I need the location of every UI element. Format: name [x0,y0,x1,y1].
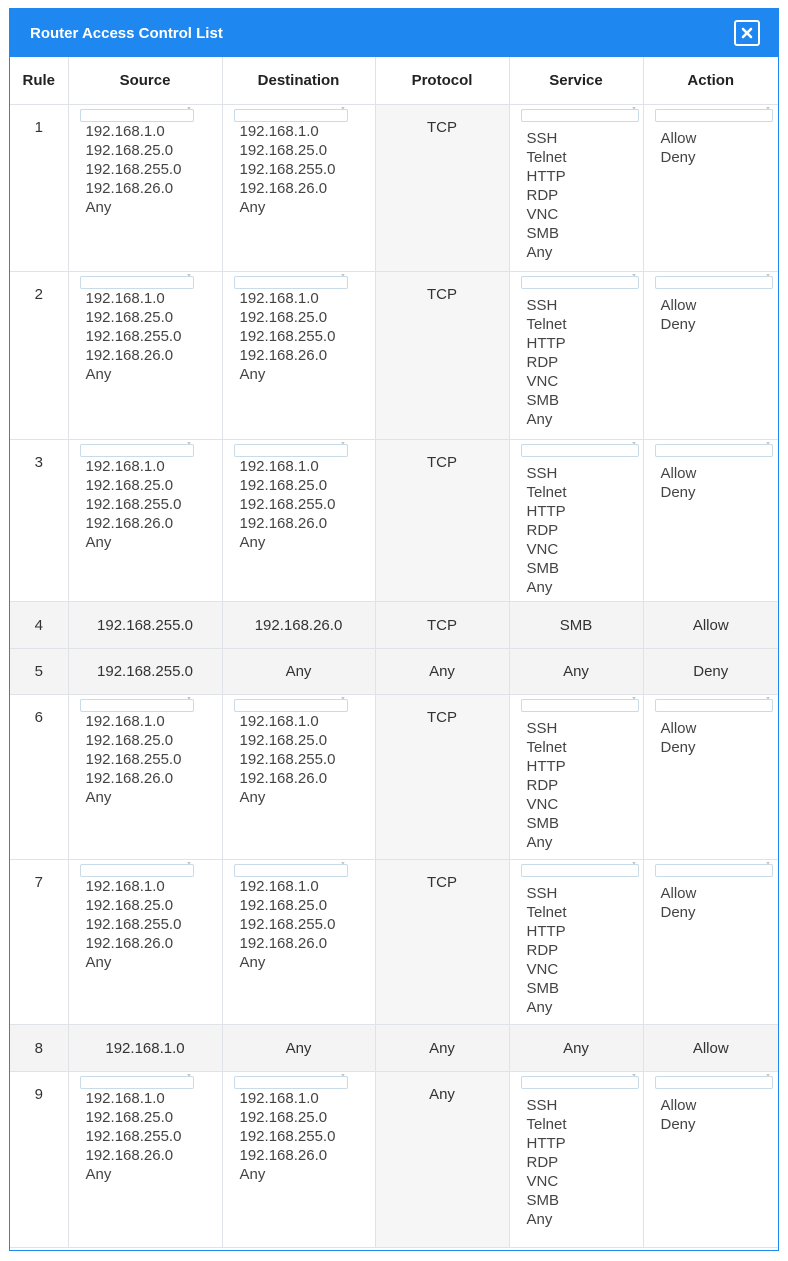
src-option[interactable]: 192.168.255.0 [85,328,182,345]
svc-option[interactable]: SMB [526,815,560,832]
svc-cell [509,272,643,440]
action-cell: Allow [643,1025,778,1072]
chevron-down-icon: ˇ [187,1073,191,1083]
rule-number: 5 [10,649,68,695]
act-options [656,457,773,502]
col-header-action: Action [643,57,778,105]
src-option[interactable]: 192.168.1.0 [85,1090,165,1107]
source-cell: 192.168.255.0 [68,649,222,695]
svc-option[interactable]: Telnet [526,149,567,166]
chevron-down-icon: ˇ [766,696,770,706]
svc-option[interactable]: SSH [526,1097,558,1114]
act-select[interactable] [655,441,773,457]
action-cell: Allow [643,602,778,649]
src-option[interactable]: 192.168.25.0 [85,309,174,326]
dst-option[interactable]: 192.168.1.0 [239,458,319,475]
dst-option[interactable]: Any [239,366,266,383]
dst-cell [222,1072,375,1248]
chevron-down-icon: ˇ [187,861,191,871]
dst-option[interactable]: 192.168.255.0 [239,1128,336,1145]
act-listbox[interactable] [644,440,779,502]
act-option[interactable]: Deny [660,149,696,166]
dst-option[interactable]: 192.168.255.0 [239,751,336,768]
svc-option[interactable]: Any [526,411,553,428]
chevron-down-icon: ˇ [632,861,636,871]
src-option[interactable]: 192.168.25.0 [85,142,174,159]
table-row [10,440,778,602]
src-option[interactable]: 192.168.1.0 [85,713,165,730]
chevron-down-icon: ˇ [632,273,636,283]
svc-option[interactable]: HTTP [526,503,566,520]
svc-cell [509,105,643,272]
svc-option[interactable]: Telnet [526,904,567,921]
svc-option[interactable]: Any [526,1211,553,1228]
svc-option[interactable]: SSH [526,297,558,314]
src-option[interactable]: 192.168.25.0 [85,477,174,494]
src-select[interactable] [80,106,194,122]
destination-cell: 192.168.26.0 [222,602,375,649]
src-listbox[interactable] [69,1072,222,1184]
dst-option[interactable]: Any [239,199,266,216]
protocol-cell: Any [375,1072,509,1248]
col-header-protocol: Protocol [375,57,509,105]
act-option[interactable]: Allow [660,130,697,147]
dst-option[interactable]: 192.168.26.0 [239,770,328,787]
src-option[interactable]: 192.168.255.0 [85,496,182,513]
src-options [81,289,216,384]
svc-select[interactable] [521,1073,639,1089]
src-option[interactable]: 192.168.255.0 [85,1128,182,1145]
dst-cell [222,860,375,1025]
svc-listbox[interactable] [510,695,643,852]
act-listbox[interactable] [644,860,779,922]
rule-number: 2 [10,272,68,440]
chevron-down-icon: ˇ [341,106,345,116]
src-option[interactable]: 192.168.1.0 [85,878,165,895]
src-options [81,877,216,972]
svc-option[interactable]: Telnet [526,484,567,501]
dialog-title: Router Access Control List [30,24,223,42]
act-select[interactable] [655,106,773,122]
src-option[interactable]: Any [85,534,112,551]
src-option[interactable]: 192.168.26.0 [85,770,174,787]
dst-options [235,1089,369,1184]
act-cell [643,860,778,1025]
svc-option[interactable]: SMB [526,560,560,577]
dst-option[interactable]: 192.168.26.0 [239,180,328,197]
src-option[interactable]: 192.168.25.0 [85,732,174,749]
svc-option[interactable]: SSH [526,885,558,902]
svc-listbox[interactable] [510,860,643,1017]
src-option[interactable]: Any [85,789,112,806]
svc-option[interactable]: Any [526,579,553,596]
dst-select[interactable] [234,273,348,289]
dst-option[interactable]: 192.168.25.0 [239,309,328,326]
dst-cell [222,105,375,272]
svc-option[interactable]: SSH [526,465,558,482]
dst-option[interactable]: 192.168.25.0 [239,732,328,749]
dst-option[interactable]: 192.168.25.0 [239,477,328,494]
act-listbox[interactable] [644,695,779,757]
dst-option[interactable]: 192.168.1.0 [239,123,319,140]
svc-option[interactable]: SSH [526,720,558,737]
svc-options [522,122,637,262]
act-option[interactable]: Deny [660,316,696,333]
src-listbox[interactable] [69,440,222,552]
svc-cell [509,860,643,1025]
src-option[interactable]: 192.168.26.0 [85,1147,174,1164]
svc-select[interactable] [521,106,639,122]
src-option[interactable]: Any [85,1166,112,1183]
chevron-down-icon: ˇ [766,1073,770,1083]
action-cell: Deny [643,649,778,695]
table-row [10,272,778,440]
table-row [10,1025,778,1072]
chevron-down-icon: ˇ [341,861,345,871]
chevron-down-icon: ˇ [766,441,770,451]
acl-table [10,57,778,1248]
chevron-down-icon: ˇ [632,1073,636,1083]
svc-select[interactable] [521,861,639,877]
dst-select[interactable] [234,106,348,122]
src-cell [68,860,222,1025]
svc-option[interactable]: Telnet [526,316,567,333]
svc-option[interactable]: VNC [526,541,559,558]
src-option[interactable]: Any [85,366,112,383]
act-select[interactable] [655,1073,773,1089]
dst-option[interactable]: 192.168.1.0 [239,713,319,730]
act-cell [643,272,778,440]
service-cell: Any [509,1025,643,1072]
svc-listbox[interactable] [510,105,643,262]
chevron-down-icon: ˇ [632,696,636,706]
src-select[interactable] [80,861,194,877]
src-option[interactable]: Any [85,199,112,216]
svc-option[interactable]: Any [526,999,553,1016]
table-row [10,695,778,860]
src-listbox[interactable] [69,272,222,384]
act-select[interactable] [655,696,773,712]
dst-cell [222,272,375,440]
src-option[interactable]: Any [85,954,112,971]
protocol-cell: Any [375,1025,509,1072]
svc-option[interactable]: SMB [526,392,560,409]
act-listbox[interactable] [644,272,779,334]
act-select[interactable] [655,273,773,289]
svc-option[interactable]: SMB [526,225,560,242]
act-cell [643,440,778,602]
table-row [10,105,778,272]
svc-option[interactable]: VNC [526,1173,559,1190]
dst-option[interactable]: Any [239,1166,266,1183]
table-row [10,860,778,1025]
table-row [10,649,778,695]
svc-options [522,1089,637,1229]
svc-option[interactable]: HTTP [526,168,566,185]
act-option[interactable]: Allow [660,720,697,737]
header-row [10,57,778,105]
act-option[interactable]: Allow [660,465,697,482]
dst-select[interactable] [234,861,348,877]
act-select[interactable] [655,861,773,877]
act-option[interactable]: Deny [660,1116,696,1133]
protocol-cell: TCP [375,440,509,602]
svc-option[interactable]: Any [526,834,553,851]
act-cell [643,105,778,272]
dst-options [235,289,369,384]
svc-option[interactable]: HTTP [526,923,566,940]
dst-option[interactable]: 192.168.255.0 [239,328,336,345]
acl-dialog [9,8,779,1251]
svc-option[interactable]: RDP [526,354,559,371]
dst-option[interactable]: Any [239,534,266,551]
svc-option[interactable]: VNC [526,961,559,978]
src-select[interactable] [80,696,194,712]
chevron-down-icon: ˇ [341,273,345,283]
chevron-down-icon: ˇ [632,106,636,116]
rule-number: 9 [10,1072,68,1248]
dst-options [235,457,369,552]
svc-options [522,712,637,852]
svc-option[interactable]: VNC [526,796,559,813]
src-option[interactable]: 192.168.26.0 [85,515,174,532]
rule-number: 8 [10,1025,68,1072]
svc-option[interactable]: VNC [526,206,559,223]
src-option[interactable]: 192.168.255.0 [85,161,182,178]
dst-option[interactable]: 192.168.1.0 [239,878,319,895]
src-options [81,1089,216,1184]
src-option[interactable]: 192.168.26.0 [85,347,174,364]
dst-listbox[interactable] [223,860,375,972]
dst-listbox[interactable] [223,695,375,807]
act-option[interactable]: Deny [660,484,696,501]
dst-option[interactable]: 192.168.26.0 [239,515,328,532]
dst-select[interactable] [234,1073,348,1089]
protocol-cell: Any [375,649,509,695]
svc-listbox[interactable] [510,440,643,597]
src-cell [68,695,222,860]
act-option[interactable]: Allow [660,885,697,902]
dst-option[interactable]: 192.168.1.0 [239,1090,319,1107]
src-option[interactable]: 192.168.25.0 [85,897,174,914]
act-cell [643,1072,778,1248]
table-row [10,1072,778,1248]
dst-cell [222,440,375,602]
svc-option[interactable]: HTTP [526,335,566,352]
dst-option[interactable]: 192.168.255.0 [239,496,336,513]
src-listbox[interactable] [69,695,222,807]
act-option[interactable]: Allow [660,297,697,314]
svc-cell [509,1072,643,1248]
svc-cell [509,440,643,602]
src-select[interactable] [80,441,194,457]
src-select[interactable] [80,273,194,289]
src-cell [68,105,222,272]
svc-option[interactable]: Any [526,244,553,261]
src-option[interactable]: 192.168.255.0 [85,751,182,768]
src-listbox[interactable] [69,860,222,972]
src-option[interactable]: 192.168.1.0 [85,123,165,140]
dst-listbox[interactable] [223,272,375,384]
svc-options [522,457,637,597]
src-listbox[interactable] [69,105,222,217]
chevron-down-icon: ˇ [632,441,636,451]
svc-option[interactable]: Telnet [526,739,567,756]
act-options [656,877,773,922]
rule-number: 7 [10,860,68,1025]
dst-options [235,877,369,972]
dst-option[interactable]: Any [239,789,266,806]
svc-cell [509,695,643,860]
dst-option[interactable]: 192.168.25.0 [239,897,328,914]
src-cell [68,1072,222,1248]
dst-option[interactable]: 192.168.26.0 [239,347,328,364]
dst-option[interactable]: 192.168.255.0 [239,161,336,178]
svc-option[interactable]: RDP [526,187,559,204]
chevron-down-icon: ˇ [766,273,770,283]
act-options [656,289,773,334]
src-cell [68,440,222,602]
col-header-destination: Destination [222,57,375,105]
protocol-cell: TCP [375,695,509,860]
destination-cell: Any [222,1025,375,1072]
chevron-down-icon: ˇ [187,696,191,706]
src-cell [68,272,222,440]
chevron-down-icon: ˇ [766,106,770,116]
title-bar [10,9,778,57]
dst-options [235,122,369,217]
chevron-down-icon: ˇ [766,861,770,871]
svc-option[interactable]: HTTP [526,758,566,775]
src-option[interactable]: 192.168.26.0 [85,935,174,952]
act-listbox[interactable] [644,1072,779,1134]
source-cell: 192.168.1.0 [68,1025,222,1072]
protocol-cell: TCP [375,602,509,649]
protocol-cell: TCP [375,105,509,272]
svc-option[interactable]: RDP [526,777,559,794]
dst-listbox[interactable] [223,440,375,552]
act-options [656,122,773,167]
act-cell [643,695,778,860]
act-options [656,1089,773,1134]
rule-number: 4 [10,602,68,649]
src-options [81,457,216,552]
dst-select[interactable] [234,441,348,457]
svc-option[interactable]: RDP [526,942,559,959]
dst-cell [222,695,375,860]
service-cell: Any [509,649,643,695]
close-icon [741,27,753,39]
dst-listbox[interactable] [223,105,375,217]
svc-option[interactable]: RDP [526,1154,559,1171]
chevron-down-icon: ˇ [341,441,345,451]
rule-number: 3 [10,440,68,602]
chevron-down-icon: ˇ [187,106,191,116]
rule-number: 1 [10,105,68,272]
dst-listbox[interactable] [223,1072,375,1184]
svc-option[interactable]: HTTP [526,1135,566,1152]
act-option[interactable]: Deny [660,904,696,921]
dst-option[interactable]: Any [239,954,266,971]
table-row [10,602,778,649]
src-option[interactable]: 192.168.1.0 [85,458,165,475]
act-option[interactable]: Deny [660,739,696,756]
dst-option[interactable]: 192.168.255.0 [239,916,336,933]
svc-option[interactable]: SMB [526,1192,560,1209]
svc-option[interactable]: Telnet [526,1116,567,1133]
svc-options [522,877,637,1017]
svc-select[interactable] [521,441,639,457]
protocol-cell: TCP [375,860,509,1025]
svc-option[interactable]: SSH [526,130,558,147]
chevron-down-icon: ˇ [187,273,191,283]
dst-option[interactable]: 192.168.25.0 [239,1109,328,1126]
protocol-cell: TCP [375,272,509,440]
svc-select[interactable] [521,696,639,712]
col-header-rule: Rule [10,57,68,105]
src-option[interactable]: 192.168.26.0 [85,180,174,197]
src-select[interactable] [80,1073,194,1089]
svc-select[interactable] [521,273,639,289]
col-header-service: Service [509,57,643,105]
source-cell: 192.168.255.0 [68,602,222,649]
svc-option[interactable]: SMB [526,980,560,997]
close-button[interactable] [734,20,760,46]
svc-listbox[interactable] [510,272,643,429]
dst-options [235,712,369,807]
src-option[interactable]: 192.168.255.0 [85,916,182,933]
svc-listbox[interactable] [510,1072,643,1229]
dst-select[interactable] [234,696,348,712]
dst-option[interactable]: 192.168.26.0 [239,1147,328,1164]
col-header-source: Source [68,57,222,105]
svc-option[interactable]: VNC [526,373,559,390]
destination-cell: Any [222,649,375,695]
src-option[interactable]: 192.168.25.0 [85,1109,174,1126]
svc-options [522,289,637,429]
src-options [81,712,216,807]
service-cell: SMB [509,602,643,649]
act-options [656,712,773,757]
chevron-down-icon: ˇ [341,1073,345,1083]
src-options [81,122,216,217]
chevron-down-icon: ˇ [341,696,345,706]
dst-option[interactable]: 192.168.25.0 [239,142,328,159]
rule-number: 6 [10,695,68,860]
dst-option[interactable]: 192.168.1.0 [239,290,319,307]
chevron-down-icon: ˇ [187,441,191,451]
src-option[interactable]: 192.168.1.0 [85,290,165,307]
svc-option[interactable]: RDP [526,522,559,539]
dst-option[interactable]: 192.168.26.0 [239,935,328,952]
act-listbox[interactable] [644,105,779,167]
act-option[interactable]: Allow [660,1097,697,1114]
